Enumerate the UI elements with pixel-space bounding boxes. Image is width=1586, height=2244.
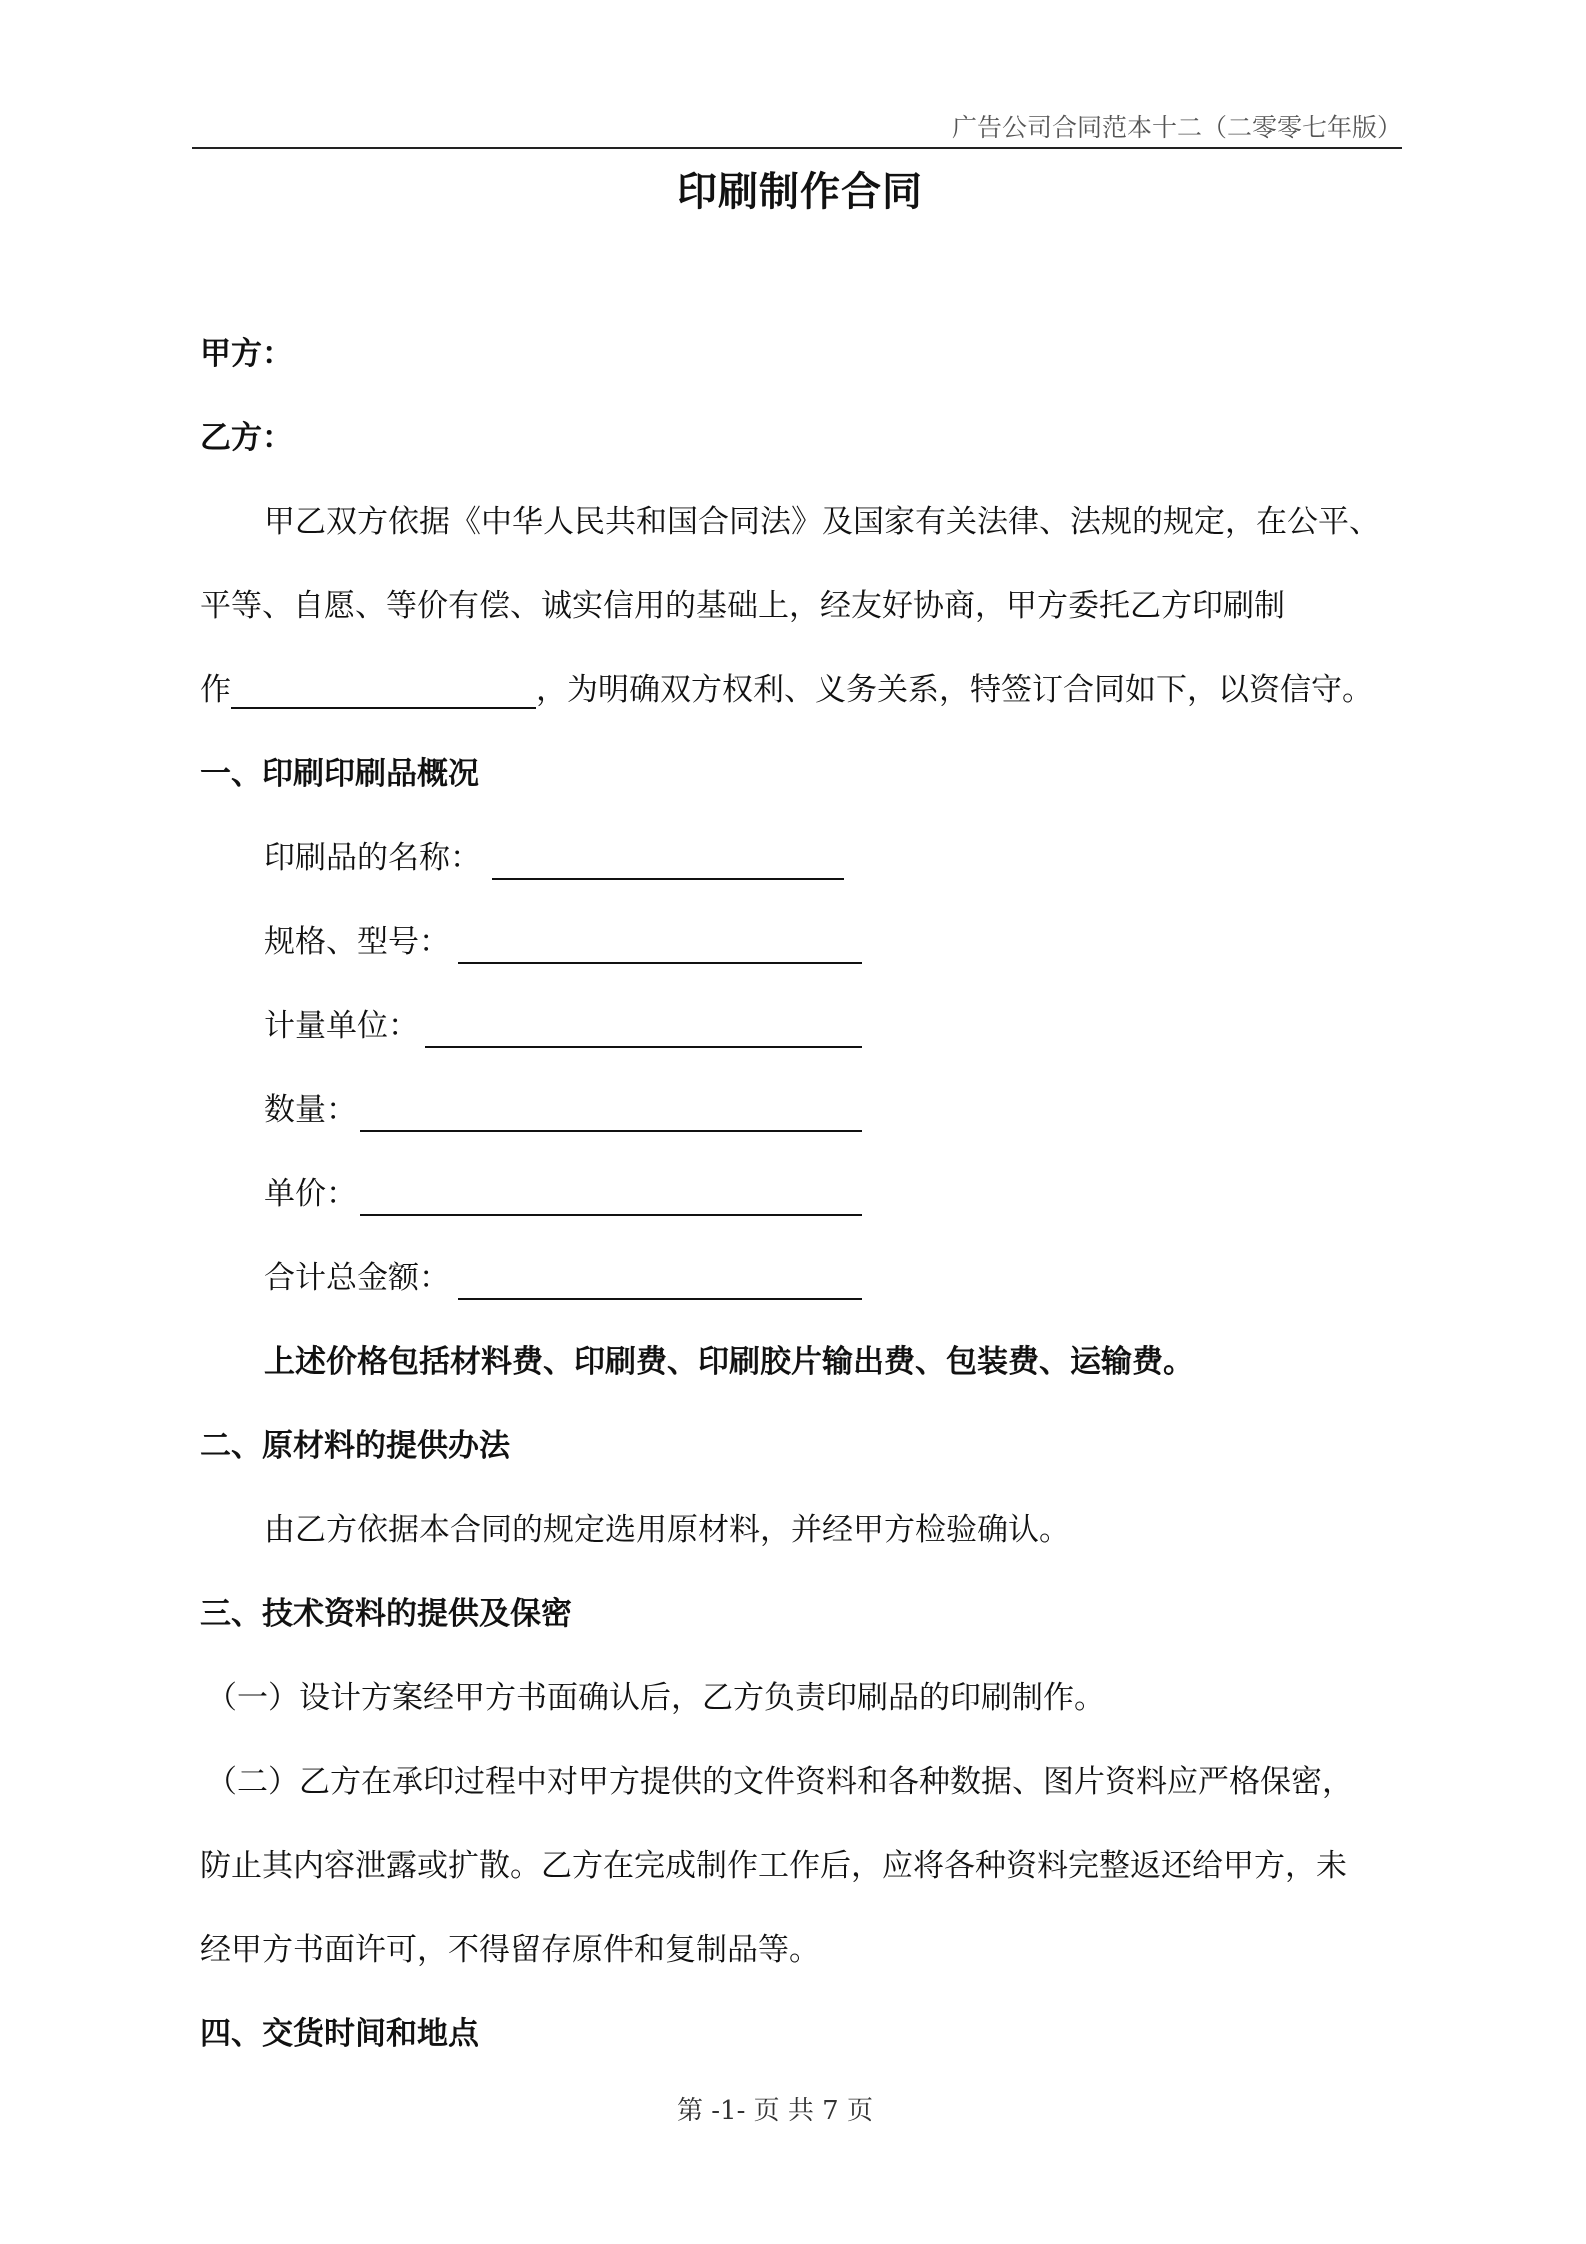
field-total-label: 合计总金额： — [264, 1260, 450, 1296]
party-b-label: 乙方： — [200, 420, 293, 456]
page-title: 印刷制作合同 — [677, 169, 923, 215]
field-unit-blank[interactable] — [425, 1046, 862, 1048]
section-1-heading: 一、印刷印刷品概况 — [200, 756, 479, 792]
section-3-item-1: （一）设计方案经甲方书面确认后，乙方负责印刷品的印刷制作。 — [206, 1680, 1105, 1716]
section-2-heading: 二、原材料的提供办法 — [200, 1428, 510, 1464]
preamble-line-3 — [200, 672, 1373, 709]
field-total-blank[interactable] — [458, 1298, 862, 1300]
section-2-body: 由乙方依据本合同的规定选用原材料，并经甲方检验确认。 — [264, 1512, 1070, 1548]
preamble-line-3-end: ，为明确双方权利、义务关系，特签订合同如下，以资信守。 — [536, 672, 1373, 708]
header-rule — [192, 147, 1402, 149]
section-3-item-2-line-2: 防止其内容泄露或扩散。乙方在完成制作工作后，应将各种资料完整返还给甲方，未 — [200, 1848, 1347, 1884]
field-quantity-blank[interactable] — [360, 1130, 862, 1132]
section-3-item-2-line-3: 经甲方书面许可，不得留存原件和复制品等。 — [200, 1932, 820, 1968]
preamble-line-3-start: 作 — [200, 672, 231, 708]
header-doc-series: 广告公司合同范本十二（二零零七年版） — [951, 113, 1402, 142]
field-spec-label: 规格、型号： — [264, 924, 450, 960]
preamble-line-2: 平等、自愿、等价有偿、诚实信用的基础上，经友好协商，甲方委托乙方印刷制 — [200, 588, 1285, 624]
page-number-footer: 第 -1- 页 共 7 页 — [677, 2096, 873, 2126]
section-3-item-2-line-1: （二）乙方在承印过程中对甲方提供的文件资料和各种数据、图片资料应严格保密， — [206, 1764, 1353, 1800]
party-a-label: 甲方： — [200, 336, 293, 372]
field-name-blank[interactable] — [492, 878, 844, 880]
field-price-label: 单价： — [264, 1176, 357, 1212]
field-unit-label: 计量单位： — [264, 1008, 419, 1044]
price-inclusion-note: 上述价格包括材料费、印刷费、印刷胶片输出费、包装费、运输费。 — [264, 1344, 1194, 1380]
field-name-label: 印刷品的名称： — [264, 840, 481, 876]
section-3-heading: 三、技术资料的提供及保密 — [200, 1596, 572, 1632]
field-quantity-label: 数量： — [264, 1092, 357, 1128]
field-spec-blank[interactable] — [458, 962, 862, 964]
field-price-blank[interactable] — [360, 1214, 862, 1216]
section-4-heading: 四、交货时间和地点 — [200, 2016, 479, 2052]
preamble-line-1: 甲乙双方依据《中华人民共和国合同法》及国家有关法律、法规的规定，在公平、 — [264, 504, 1380, 540]
entrusted-item-blank[interactable] — [231, 673, 536, 709]
